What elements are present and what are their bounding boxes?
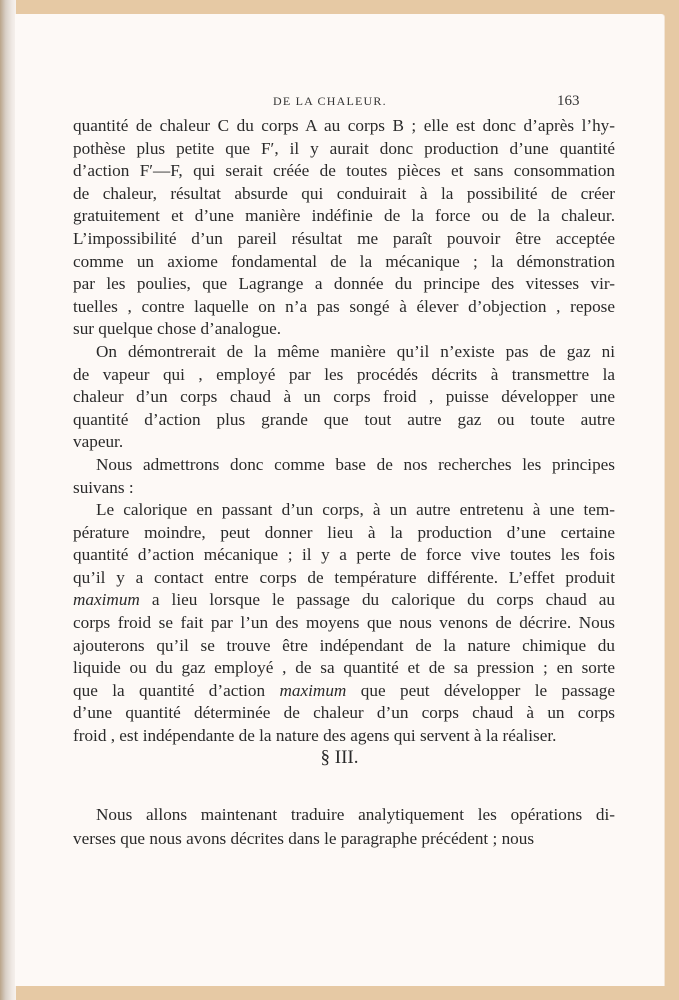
text-line: froid , est indépendante de la nature des agens qui servent à la réaliser. [73, 726, 557, 746]
book-gutter-shadow [0, 0, 16, 1000]
text-line: quantité d’action plus grande que tout autre gaz ou toute autre [73, 409, 615, 429]
page-number: 163 [557, 93, 580, 109]
text-line: On démontrerait de la même manière qu’il n’existe pas de gaz ni [96, 341, 615, 361]
body-text [73, 115, 615, 748]
paragraph [73, 803, 615, 850]
running-head [15, 94, 664, 112]
italic-term: maximum [279, 680, 347, 700]
text-line: ajouterons qu’il se trouve être indépendant de la nature chimique du [73, 635, 615, 655]
text-line: maximum a lieu lorsque le passage du calorique du corps chaud au [73, 590, 615, 610]
text-line: de chaleur, résultat absurde qui conduirait à la possibilité de créer [73, 183, 615, 203]
text-line: par les poulies, que Lagrange a donnée du principe des vitesses vir- [73, 274, 615, 294]
text-line: gratuitement et d’une manière indéfinie de la force ou de la chaleur. [73, 206, 615, 226]
running-title: DE LA CHALEUR. [273, 94, 387, 108]
text-line: comme un axiome fondamental de la mécanique ; la démonstration [73, 251, 615, 271]
text-line: d’action F′—F, qui serait créée de toutes pièces et sans consommation [73, 161, 615, 181]
text-line: quantité d’action mécanique ; il y a perte de force vive toutes les fois [73, 545, 615, 565]
section-heading: § III. [320, 747, 359, 768]
text-line: de vapeur qui , employé par les procédés décrits à transmettre la [73, 364, 615, 384]
book-page [15, 14, 664, 986]
paragraph [73, 499, 615, 748]
text-line: sur quelque chose d’analogue. [73, 319, 282, 339]
paragraph [73, 115, 615, 341]
text-line: pothèse plus petite que F′, il y aurait donc production d’une quantité [73, 138, 615, 158]
section-body-text [73, 786, 615, 867]
text-line: Le calorique en passant d’un corps, à un autre entretenu à une tem- [96, 500, 615, 520]
text-line: verses que nous avons décrites dans le paragraphe précédent ; nous [73, 828, 535, 848]
paragraph [73, 454, 615, 499]
text-line: chaleur d’un corps chaud à un corps froid , puisse développer une [73, 387, 615, 407]
text-line: que la quantité d’action maximum que peut développer le passage [73, 680, 615, 700]
paragraph [73, 341, 615, 454]
text-line: L’impossibilité d’un pareil résultat me paraît pouvoir être acceptée [73, 228, 615, 248]
text-line: vapeur. [73, 432, 124, 452]
text-line: d’une quantité déterminée de chaleur d’un corps chaud à un corps [73, 703, 615, 723]
text-line: qu’il y a contact entre corps de température différente. L’effet produit [73, 567, 615, 587]
text-line: pérature moindre, peut donner lieu à la production d’une certaine [73, 522, 615, 542]
text-line: tuelles , contre laquelle on n’a pas songé à élever d’objection , repose [73, 296, 615, 316]
text-line: Nous admettrons donc comme base de nos recherches les principes [96, 454, 615, 474]
italic-term: maximum [73, 590, 140, 610]
text-line: quantité de chaleur C du corps A au corps B ; elle est donc d’après l’hy- [73, 116, 615, 135]
text-line: liquide ou du gaz employé , de sa quantité et de sa pression ; en sorte [73, 658, 615, 678]
text-line: suivans : [73, 477, 134, 497]
text-line: corps froid se fait par l’un des moyens que nous venons de décrire. Nous [73, 613, 615, 633]
text-line: Nous allons maintenant traduire analytiquement les opérations di- [96, 805, 615, 825]
